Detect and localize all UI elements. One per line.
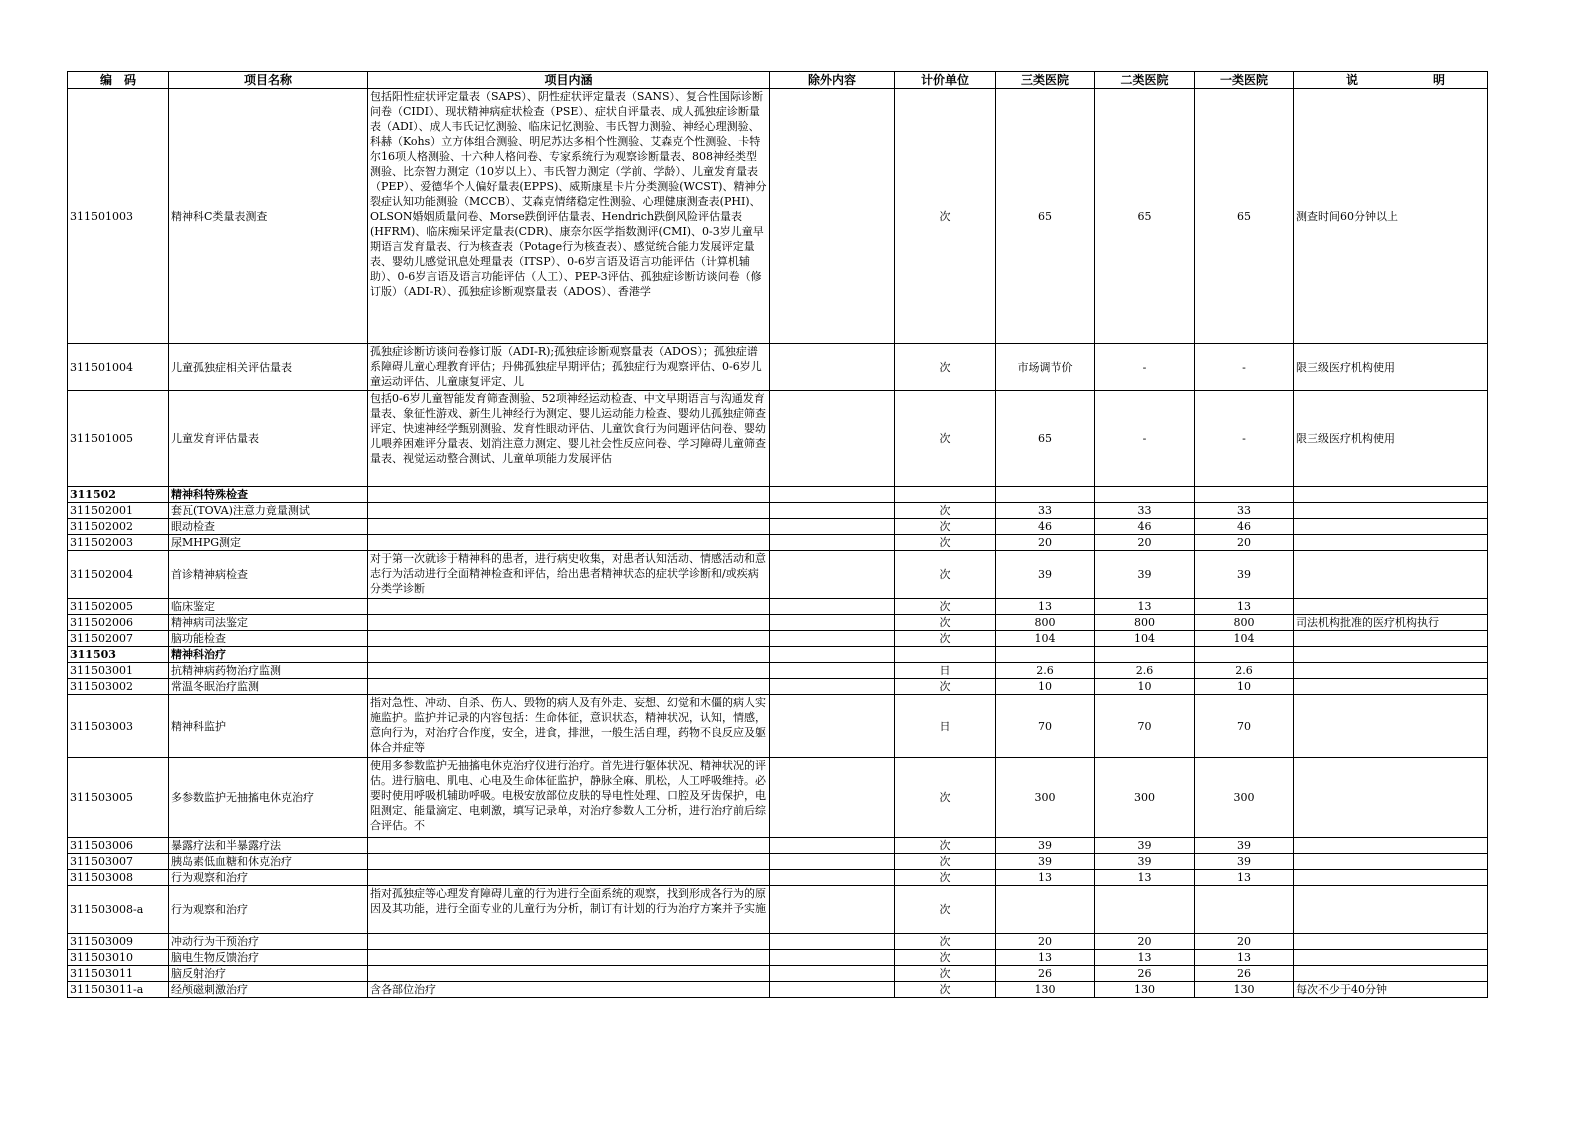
price-class1: 20 xyxy=(1195,934,1294,950)
price-class3: 46 xyxy=(996,519,1095,535)
item-content-text: 包括0-6岁儿童智能发育筛查测验、52项神经运动检查、中文早期语言与沟通发育量表、象征性游戏、新生儿神经行为测定、婴儿运动能力检查、婴幼儿孤独症筛查评定、快速神经学甄别测验、发育性眼动评估、儿童饮食行为问题评估问卷、婴幼儿喂养困难评分量表、划消注意力测定、婴儿社会性反应问卷、学习障碍儿童筛查量表、视觉运动整合测试、儿童单项能力发展评估 xyxy=(370,392,766,465)
item-note xyxy=(1294,503,1488,519)
header-class1: 一类医院 xyxy=(1195,72,1294,89)
item-content-text: 使用多参数监护无抽搐电休克治疗仪进行治疗。首先进行躯体状况、精神状况的评估。进行脑电、肌电、心电及生命体征监护，静脉全麻、肌松，人工呼吸维持。必要时使用呼吸机辅助呼吸。电极安放部位皮肤的导电性处理、口腔及牙齿保护，电阻测定、能量滴定、电刺激，填写记录单，对治疗参数人工分析，进行治疗前后综合评估。不 xyxy=(370,759,766,832)
item-note xyxy=(1294,886,1488,934)
item-content-text xyxy=(370,950,767,965)
item-unit: 次 xyxy=(895,854,996,870)
item-excluded xyxy=(770,695,895,758)
item-unit: 次 xyxy=(895,631,996,647)
price-class2: 10 xyxy=(1095,679,1195,695)
price-class1: 26 xyxy=(1195,966,1294,982)
header-unit: 计价单位 xyxy=(895,72,996,89)
price-class1 xyxy=(1195,886,1294,934)
item-note xyxy=(1294,934,1488,950)
price-class1: - xyxy=(1195,391,1294,487)
price-class3: 70 xyxy=(996,695,1095,758)
item-note xyxy=(1294,695,1488,758)
price-class2: 39 xyxy=(1095,551,1195,599)
item-content xyxy=(368,934,770,950)
price-class1: 130 xyxy=(1195,982,1294,998)
price-class1: 46 xyxy=(1195,519,1294,535)
price-class1: 13 xyxy=(1195,599,1294,615)
item-code: 311501004 xyxy=(68,344,169,391)
price-class3 xyxy=(996,886,1095,934)
item-content-text: 指对急性、冲动、自杀、伤人、毁物的病人及有外走、妄想、幻觉和木僵的病人实施监护。监护并记录的内容包括：生命体征，意识状态，精神状况，认知，情感，意向行为，对治疗合作度，安全，进食，排泄，一般生活自理，药物不良反应及躯体合并症等 xyxy=(370,696,766,754)
price-class3: 13 xyxy=(996,950,1095,966)
price-class1: 39 xyxy=(1195,854,1294,870)
item-code: 311502004 xyxy=(68,551,169,599)
header-code: 编 码 xyxy=(68,72,169,89)
item-name: 脑反射治疗 xyxy=(169,966,368,982)
price-class1: 10 xyxy=(1195,679,1294,695)
price-class2: 20 xyxy=(1095,535,1195,551)
item-excluded xyxy=(770,982,895,998)
item-code: 311503002 xyxy=(68,679,169,695)
item-note xyxy=(1294,870,1488,886)
item-code: 311503 xyxy=(68,647,169,663)
item-code: 311503011-a xyxy=(68,982,169,998)
table-row xyxy=(68,535,1488,551)
table-row xyxy=(68,950,1488,966)
item-excluded xyxy=(770,934,895,950)
header-explain-b: 明 xyxy=(1432,72,1445,87)
header-class3: 三类医院 xyxy=(996,72,1095,89)
item-note xyxy=(1294,551,1488,599)
item-name: 首诊精神病检查 xyxy=(169,551,368,599)
price-class2: 33 xyxy=(1095,503,1195,519)
price-class3: 10 xyxy=(996,679,1095,695)
item-name: 暴露疗法和半暴露疗法 xyxy=(169,838,368,854)
price-class1: 20 xyxy=(1195,535,1294,551)
item-content xyxy=(368,758,770,838)
item-unit: 次 xyxy=(895,950,996,966)
table-row xyxy=(68,519,1488,535)
item-name: 尿MHPG测定 xyxy=(169,535,368,551)
item-content-text xyxy=(370,966,767,981)
section-row xyxy=(68,487,1488,503)
item-code: 311502003 xyxy=(68,535,169,551)
item-content xyxy=(368,647,770,663)
item-content-text: 包括阳性症状评定量表（SAPS）、阴性症状评定量表（SANS）、复合性国际诊断问卷（CIDI）、现状精神病症状检查（PSE）、症状自评量表、成人孤独症诊断量表（ADI）、成人韦氏记忆测验、临床记忆测验、韦氏智力测验、神经心理测验、科赫（Kohs）立方体组合测验、明尼苏达多相个性测验、艾森克个性测验、卡特尔16项人格测验、十六种人格问卷、专家系统行为观察诊断量表、808神经类型测验、比奈智力测定（10岁以上）、韦氏智力测定（学前、学龄）、儿童发育量表（PEP）、爱德华个人偏好量表(EPPS)、威斯康星卡片分类测验(WCST)、精神分裂症认知功能测验（MCCB）、艾森克情绪稳定性测验、心理健康测查表(PHI)、OLSON婚姻质量问卷、Morse跌倒评估量表、Hendrich跌倒风险评估量表(HFRM)、临床痴呆评定量表(CDR)、康奈尔医学指数测评(CMI)、0-3岁儿童早期语言发育量表、行为核查表（Potage行为核查表）、感觉统合能力发展评定量表、婴幼儿感觉讯息处理量表（ITSP）、0-6岁言语及语言功能评估（计算机辅助）、0-6岁言语及语言功能评估（人工）、PEP-3评估、孤独症诊断访谈问卷（修订版）（ADI-R）、孤独症诊断观察量表（ADOS）、香港学 xyxy=(370,90,767,298)
price-class3: 39 xyxy=(996,854,1095,870)
price-class2: 26 xyxy=(1095,966,1195,982)
table-row xyxy=(68,551,1488,599)
item-name: 眼动检查 xyxy=(169,519,368,535)
price-class2: 13 xyxy=(1095,599,1195,615)
item-excluded xyxy=(770,886,895,934)
item-excluded xyxy=(770,870,895,886)
item-content xyxy=(368,966,770,982)
price-class3: 104 xyxy=(996,631,1095,647)
item-excluded xyxy=(770,535,895,551)
item-excluded xyxy=(770,950,895,966)
table-row xyxy=(68,599,1488,615)
item-content xyxy=(368,870,770,886)
item-code: 311503009 xyxy=(68,934,169,950)
price-class2: 39 xyxy=(1095,854,1195,870)
item-name: 多参数监护无抽搐电休克治疗 xyxy=(169,758,368,838)
table-row xyxy=(68,854,1488,870)
price-class2: 65 xyxy=(1095,89,1195,344)
item-content xyxy=(368,89,770,344)
price-class3: 20 xyxy=(996,934,1095,950)
item-note xyxy=(1294,599,1488,615)
price-class1: 300 xyxy=(1195,758,1294,838)
item-unit: 次 xyxy=(895,599,996,615)
item-excluded xyxy=(770,551,895,599)
item-code: 311501003 xyxy=(68,89,169,344)
header-class2: 二类医院 xyxy=(1095,72,1195,89)
item-name: 精神科C类量表测查 xyxy=(169,89,368,344)
header-row xyxy=(68,72,1488,89)
item-unit: 次 xyxy=(895,838,996,854)
item-code: 311503007 xyxy=(68,854,169,870)
item-content-text xyxy=(370,519,767,534)
item-note: 每次不少于40分钟 xyxy=(1294,982,1488,998)
item-excluded xyxy=(770,631,895,647)
item-unit: 次 xyxy=(895,391,996,487)
item-code: 311502 xyxy=(68,487,169,503)
price-class3 xyxy=(996,647,1095,663)
price-class1: 39 xyxy=(1195,551,1294,599)
item-content xyxy=(368,886,770,934)
item-code: 311502001 xyxy=(68,503,169,519)
item-note xyxy=(1294,663,1488,679)
item-note: 限三级医疗机构使用 xyxy=(1294,391,1488,487)
price-class3: 26 xyxy=(996,966,1095,982)
item-code: 311503001 xyxy=(68,663,169,679)
price-class3: 300 xyxy=(996,758,1095,838)
item-name: 儿童孤独症相关评估量表 xyxy=(169,344,368,391)
price-class2: - xyxy=(1095,391,1195,487)
item-excluded xyxy=(770,615,895,631)
price-class1: 70 xyxy=(1195,695,1294,758)
table-row xyxy=(68,982,1488,998)
item-name: 常温冬眠治疗监测 xyxy=(169,679,368,695)
item-code: 311503008-a xyxy=(68,886,169,934)
price-class1: 800 xyxy=(1195,615,1294,631)
item-content xyxy=(368,615,770,631)
item-excluded xyxy=(770,838,895,854)
item-content xyxy=(368,950,770,966)
item-code: 311503008 xyxy=(68,870,169,886)
item-code: 311503011 xyxy=(68,966,169,982)
item-excluded xyxy=(770,89,895,344)
item-note xyxy=(1294,854,1488,870)
price-class2 xyxy=(1095,886,1195,934)
item-content xyxy=(368,535,770,551)
item-content xyxy=(368,344,770,391)
price-class2: 104 xyxy=(1095,631,1195,647)
item-excluded xyxy=(770,647,895,663)
price-class2: 20 xyxy=(1095,934,1195,950)
item-excluded xyxy=(770,679,895,695)
item-unit: 次 xyxy=(895,982,996,998)
item-unit: 次 xyxy=(895,615,996,631)
price-class2: 39 xyxy=(1095,838,1195,854)
item-name: 精神科治疗 xyxy=(169,647,368,663)
item-content-text xyxy=(370,535,767,550)
table-row xyxy=(68,886,1488,934)
item-content xyxy=(368,631,770,647)
price-class2: 70 xyxy=(1095,695,1195,758)
price-class2 xyxy=(1095,647,1195,663)
item-content-text xyxy=(370,679,767,694)
item-content xyxy=(368,695,770,758)
item-note xyxy=(1294,535,1488,551)
item-code: 311503005 xyxy=(68,758,169,838)
item-content-text: 孤独症诊断访谈问卷修订版（ADI-R);孤独症诊断观察量表（ADOS）；孤独症谱系障碍儿童心理教育评估；丹佛孤独症早期评估；孤独症行为观察评估、0-6岁儿童运动评估、儿童康复评定、儿 xyxy=(370,345,762,388)
table-row xyxy=(68,631,1488,647)
price-class1: 13 xyxy=(1195,950,1294,966)
item-code: 311501005 xyxy=(68,391,169,487)
header-name: 项目名称 xyxy=(169,72,368,89)
item-name: 冲动行为干预治疗 xyxy=(169,934,368,950)
item-unit: 次 xyxy=(895,503,996,519)
header-explain xyxy=(1294,72,1488,89)
item-content xyxy=(368,854,770,870)
item-content-text: 对于第一次就诊于精神科的患者，进行病史收集，对患者认知活动、情感活动和意志行为活动进行全面精神检查和评估，给出患者精神状态的症状学诊断和/或疾病分类学诊断 xyxy=(370,552,766,595)
item-content-text xyxy=(370,854,767,869)
price-class3: 2.6 xyxy=(996,663,1095,679)
table-row xyxy=(68,391,1488,487)
item-excluded xyxy=(770,519,895,535)
price-class3: 39 xyxy=(996,838,1095,854)
price-class1 xyxy=(1195,487,1294,503)
item-code: 311502002 xyxy=(68,519,169,535)
item-unit xyxy=(895,487,996,503)
item-code: 311502006 xyxy=(68,615,169,631)
item-excluded xyxy=(770,966,895,982)
price-class3: 65 xyxy=(996,89,1095,344)
price-class1: 65 xyxy=(1195,89,1294,344)
price-class2 xyxy=(1095,487,1195,503)
item-unit: 次 xyxy=(895,966,996,982)
item-excluded xyxy=(770,391,895,487)
item-note: 限三级医疗机构使用 xyxy=(1294,344,1488,391)
item-name: 套瓦(TOVA)注意力竟量测试 xyxy=(169,503,368,519)
item-content xyxy=(368,982,770,998)
table-row xyxy=(68,838,1488,854)
item-content xyxy=(368,551,770,599)
item-note xyxy=(1294,487,1488,503)
item-note xyxy=(1294,966,1488,982)
item-name: 精神科监护 xyxy=(169,695,368,758)
item-content-text xyxy=(370,615,767,630)
section-row xyxy=(68,647,1488,663)
item-name: 抗精神病药物治疗监测 xyxy=(169,663,368,679)
price-class1: 13 xyxy=(1195,870,1294,886)
price-class1: - xyxy=(1195,344,1294,391)
item-content xyxy=(368,679,770,695)
item-content-text xyxy=(370,934,767,949)
item-content xyxy=(368,663,770,679)
item-unit: 次 xyxy=(895,344,996,391)
price-table xyxy=(67,71,1488,998)
table-row xyxy=(68,695,1488,758)
item-content-text: 指对孤独症等心理发育障碍儿童的行为进行全面系统的观察，找到形成各行为的原因及其功能，进行全面专业的儿童行为分析，制订有计划的行为治疗方案并予实施 xyxy=(370,887,766,915)
item-excluded xyxy=(770,487,895,503)
item-name: 行为观察和治疗 xyxy=(169,886,368,934)
item-content xyxy=(368,838,770,854)
price-class3: 13 xyxy=(996,870,1095,886)
price-class3: 130 xyxy=(996,982,1095,998)
item-unit: 次 xyxy=(895,535,996,551)
item-code: 311503010 xyxy=(68,950,169,966)
item-content xyxy=(368,599,770,615)
item-note xyxy=(1294,950,1488,966)
item-content xyxy=(368,487,770,503)
table-row xyxy=(68,758,1488,838)
item-excluded xyxy=(770,758,895,838)
item-excluded xyxy=(770,663,895,679)
item-code: 311503003 xyxy=(68,695,169,758)
item-name: 临床鉴定 xyxy=(169,599,368,615)
item-code: 311502005 xyxy=(68,599,169,615)
item-unit: 次 xyxy=(895,870,996,886)
table-row xyxy=(68,966,1488,982)
item-code: 311502007 xyxy=(68,631,169,647)
item-content-text: 含各部位治疗 xyxy=(370,983,436,996)
price-class2: 46 xyxy=(1095,519,1195,535)
table-row xyxy=(68,89,1488,344)
price-class2: 13 xyxy=(1095,870,1195,886)
price-class3: 市场调节价 xyxy=(996,344,1095,391)
item-note xyxy=(1294,838,1488,854)
item-note: 司法机构批准的医疗机构执行 xyxy=(1294,615,1488,631)
price-class3: 800 xyxy=(996,615,1095,631)
price-class1: 2.6 xyxy=(1195,663,1294,679)
price-class2: 13 xyxy=(1095,950,1195,966)
item-note xyxy=(1294,758,1488,838)
item-unit: 次 xyxy=(895,886,996,934)
item-content-text xyxy=(370,631,767,646)
item-content xyxy=(368,503,770,519)
item-unit: 次 xyxy=(895,934,996,950)
item-name: 行为观察和治疗 xyxy=(169,870,368,886)
price-class1: 39 xyxy=(1195,838,1294,854)
price-class2: 300 xyxy=(1095,758,1195,838)
table-row xyxy=(68,615,1488,631)
price-class3 xyxy=(996,487,1095,503)
item-content-text xyxy=(370,647,767,662)
price-class3: 65 xyxy=(996,391,1095,487)
item-note xyxy=(1294,631,1488,647)
item-content-text xyxy=(370,487,767,502)
item-unit: 次 xyxy=(895,679,996,695)
header-content: 项目内涵 xyxy=(368,72,770,89)
price-class3: 20 xyxy=(996,535,1095,551)
price-class2: - xyxy=(1095,344,1195,391)
item-name: 脑功能检查 xyxy=(169,631,368,647)
item-excluded xyxy=(770,503,895,519)
item-unit xyxy=(895,647,996,663)
item-unit: 次 xyxy=(895,551,996,599)
table-row xyxy=(68,503,1488,519)
item-content xyxy=(368,391,770,487)
price-class2: 130 xyxy=(1095,982,1195,998)
item-unit: 次 xyxy=(895,519,996,535)
item-name: 精神病司法鉴定 xyxy=(169,615,368,631)
item-excluded xyxy=(770,344,895,391)
price-class1: 33 xyxy=(1195,503,1294,519)
item-content-text xyxy=(370,503,767,518)
item-name: 胰岛素低血糖和休克治疗 xyxy=(169,854,368,870)
item-note xyxy=(1294,647,1488,663)
item-unit: 次 xyxy=(895,758,996,838)
price-class3: 13 xyxy=(996,599,1095,615)
item-content-text xyxy=(370,663,767,678)
price-class2: 800 xyxy=(1095,615,1195,631)
price-class2: 2.6 xyxy=(1095,663,1195,679)
price-class3: 33 xyxy=(996,503,1095,519)
item-excluded xyxy=(770,854,895,870)
item-name: 脑电生物反馈治疗 xyxy=(169,950,368,966)
item-excluded xyxy=(770,599,895,615)
item-name: 儿童发育评估量表 xyxy=(169,391,368,487)
item-note xyxy=(1294,679,1488,695)
price-class3: 39 xyxy=(996,551,1095,599)
item-content-text xyxy=(370,599,767,614)
table-row xyxy=(68,663,1488,679)
item-name: 精神科特殊检查 xyxy=(169,487,368,503)
table-row xyxy=(68,344,1488,391)
item-content-text xyxy=(370,838,767,853)
price-class1 xyxy=(1195,647,1294,663)
item-note: 测查时间60分钟以上 xyxy=(1294,89,1488,344)
header-explain-a: 说 xyxy=(1346,72,1359,87)
table-row xyxy=(68,679,1488,695)
price-class1: 104 xyxy=(1195,631,1294,647)
item-unit: 日 xyxy=(895,695,996,758)
item-note xyxy=(1294,519,1488,535)
item-content-text xyxy=(370,870,767,885)
item-content xyxy=(368,519,770,535)
item-name: 经颅磁刺激治疗 xyxy=(169,982,368,998)
table-row xyxy=(68,934,1488,950)
item-unit: 次 xyxy=(895,89,996,344)
table-row xyxy=(68,870,1488,886)
item-unit: 日 xyxy=(895,663,996,679)
item-code: 311503006 xyxy=(68,838,169,854)
header-excluded: 除外内容 xyxy=(770,72,895,89)
